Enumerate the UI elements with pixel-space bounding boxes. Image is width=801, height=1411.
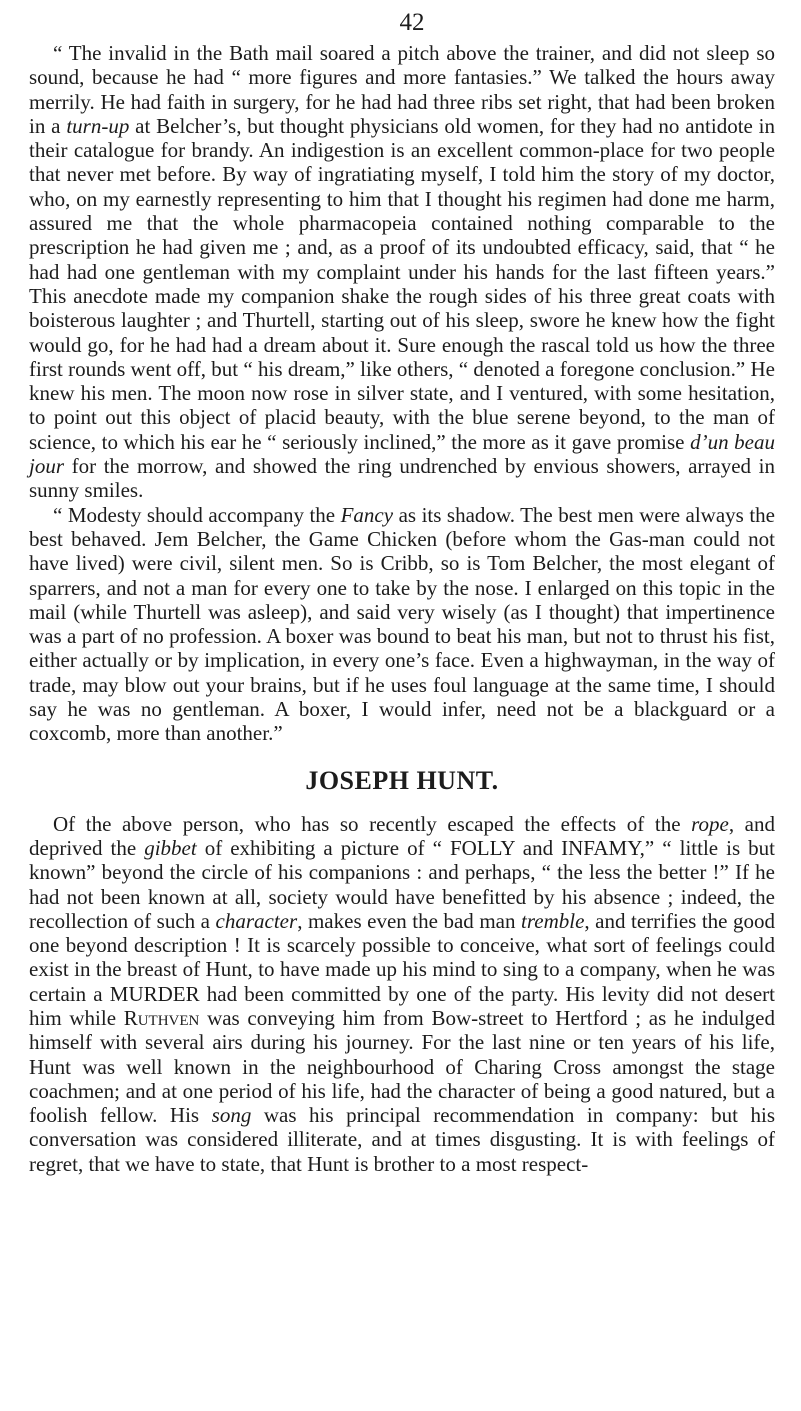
text-run: as its shadow. The best men were always the best behaved. Jem Belcher, the Game Chicken (before whom the Gas-man could not have lived) were civil, silent men. So is Cribb, so is Tom Belcher, the most elegant of sparrers, and not a man for every one to take by the nose. I enlarged on this topic in the mail (while Thurtell was asleep), and said very wisely (as I thought) that impertinence was a part of no profession. A boxer was bound to beat his man, but not to thrust his fist, either actually or by implication, in every one’s face. Even a highwayman, in the way of trade, may blow out your brains, but if he uses foul language at the same time, I should say he was no gentleman. A boxer, I would infer, need not be a blackguard or a coxcomb, more than another.”: [29, 502, 775, 746]
text-run: for the morrow, and showed the ring undrenched by envious showers, arrayed in sunny smiles.: [29, 454, 775, 503]
body-text-top: [29, 41, 775, 746]
text-run: was conveying him from Bow-street to Hertford ; as he indulged himself with several airs during his journey. For the last nine or ten years of his life, Hunt was well known in the neighbourhood of Charing Cross amongst the stage coachmen; and at one period of his life, had the character of being a good natured, but a foolish fellow. His: [29, 1005, 775, 1128]
text-run: “ The invalid in the Bath mail soared a pitch above the trainer, and did not sleep so sound, because he had “ more figures and more fantasies.” We talked the hours away merrily. He had faith in surgery, for he had had three ribs set right, that had been broken in a: [29, 41, 775, 138]
paragraph: [29, 503, 775, 746]
page-number: 42: [399, 9, 425, 36]
section-heading: JOSEPH HUNT.: [305, 765, 499, 795]
text-run: , and terrifies the good one beyond description ! It is scarcely possible to conceive, what sort of feelings could exist in the breast of Hunt, to have made up his mind to sing to a company, when he was certain a MURDER had been committed by one of the party. His levity did not desert him while: [29, 908, 776, 1030]
italic-text: turn-up: [66, 113, 130, 138]
paragraph: [29, 41, 775, 503]
smallcaps-text: Ruthven: [123, 1005, 200, 1030]
text-run: “ Modesty should accompany the: [53, 502, 341, 527]
text-run: , makes even the bad man: [297, 908, 522, 933]
italic-text: song: [211, 1103, 252, 1128]
text-run: at Belcher’s, but thought physicians old women, for they had no antidote in their catalogue for brandy. An indigestion is an excellent common-place for two people that never met before. By way of ingratiating myself, I told him the story of my doctor, who, on my earnestly representing to him that I thought his regimen had done me harm, assured me that the whole pharmacopeia contained nothing comparable to the prescription he had given me ; and, as a proof of its undoubted efficacy, said, that “ he had had one gentleman with my complaint under his hands for the last fifteen years.” This anecdote made my companion shake the rough sides of his three great coats with boisterous laughter ; and Thurtell, starting out of his sleep, swore he knew how the fight would go, for he had had a dream about it. Sure enough the rascal told us how the three first rounds went off, but “ his dream,” like others, “ denoted a foregone conclusion.” He knew his men. The moon now rose in silver state, and I ventured, with some hesitation, to point out this object of placid beauty, with the blue serene beyond, to the man of science, to which his ear he “ seriously inclined,” the more as it gave promise: [29, 113, 776, 454]
italic-text: character: [215, 908, 298, 933]
text-run: , and deprived the: [29, 811, 776, 860]
text-run: was his principal recommendation in company: but his conversation was considered illiterate, and at times disgusting. It is with feelings of regret, that we have to state, that Hunt is brother to a most respect-: [29, 1103, 775, 1176]
italic-text: Fancy: [340, 502, 394, 527]
paragraph: [29, 812, 775, 1176]
italic-text: d’un beau jour: [29, 429, 775, 479]
text-run: of exhibiting a picture of “ FOLLY and INFAMY,” “ little is but known” beyond the circle of his companions : and perhaps, “ the less the better !” If he had not been known at all, society would have benefitted by his absence ; indeed, the recollection of such a: [29, 835, 776, 933]
text-run: Of the above person, who has so recently escaped the effects of the: [53, 811, 692, 836]
italic-text: gibbet: [144, 835, 197, 860]
body-text-bottom: [29, 812, 775, 1176]
italic-text: tremble: [521, 908, 585, 933]
italic-text: rope: [691, 811, 729, 836]
